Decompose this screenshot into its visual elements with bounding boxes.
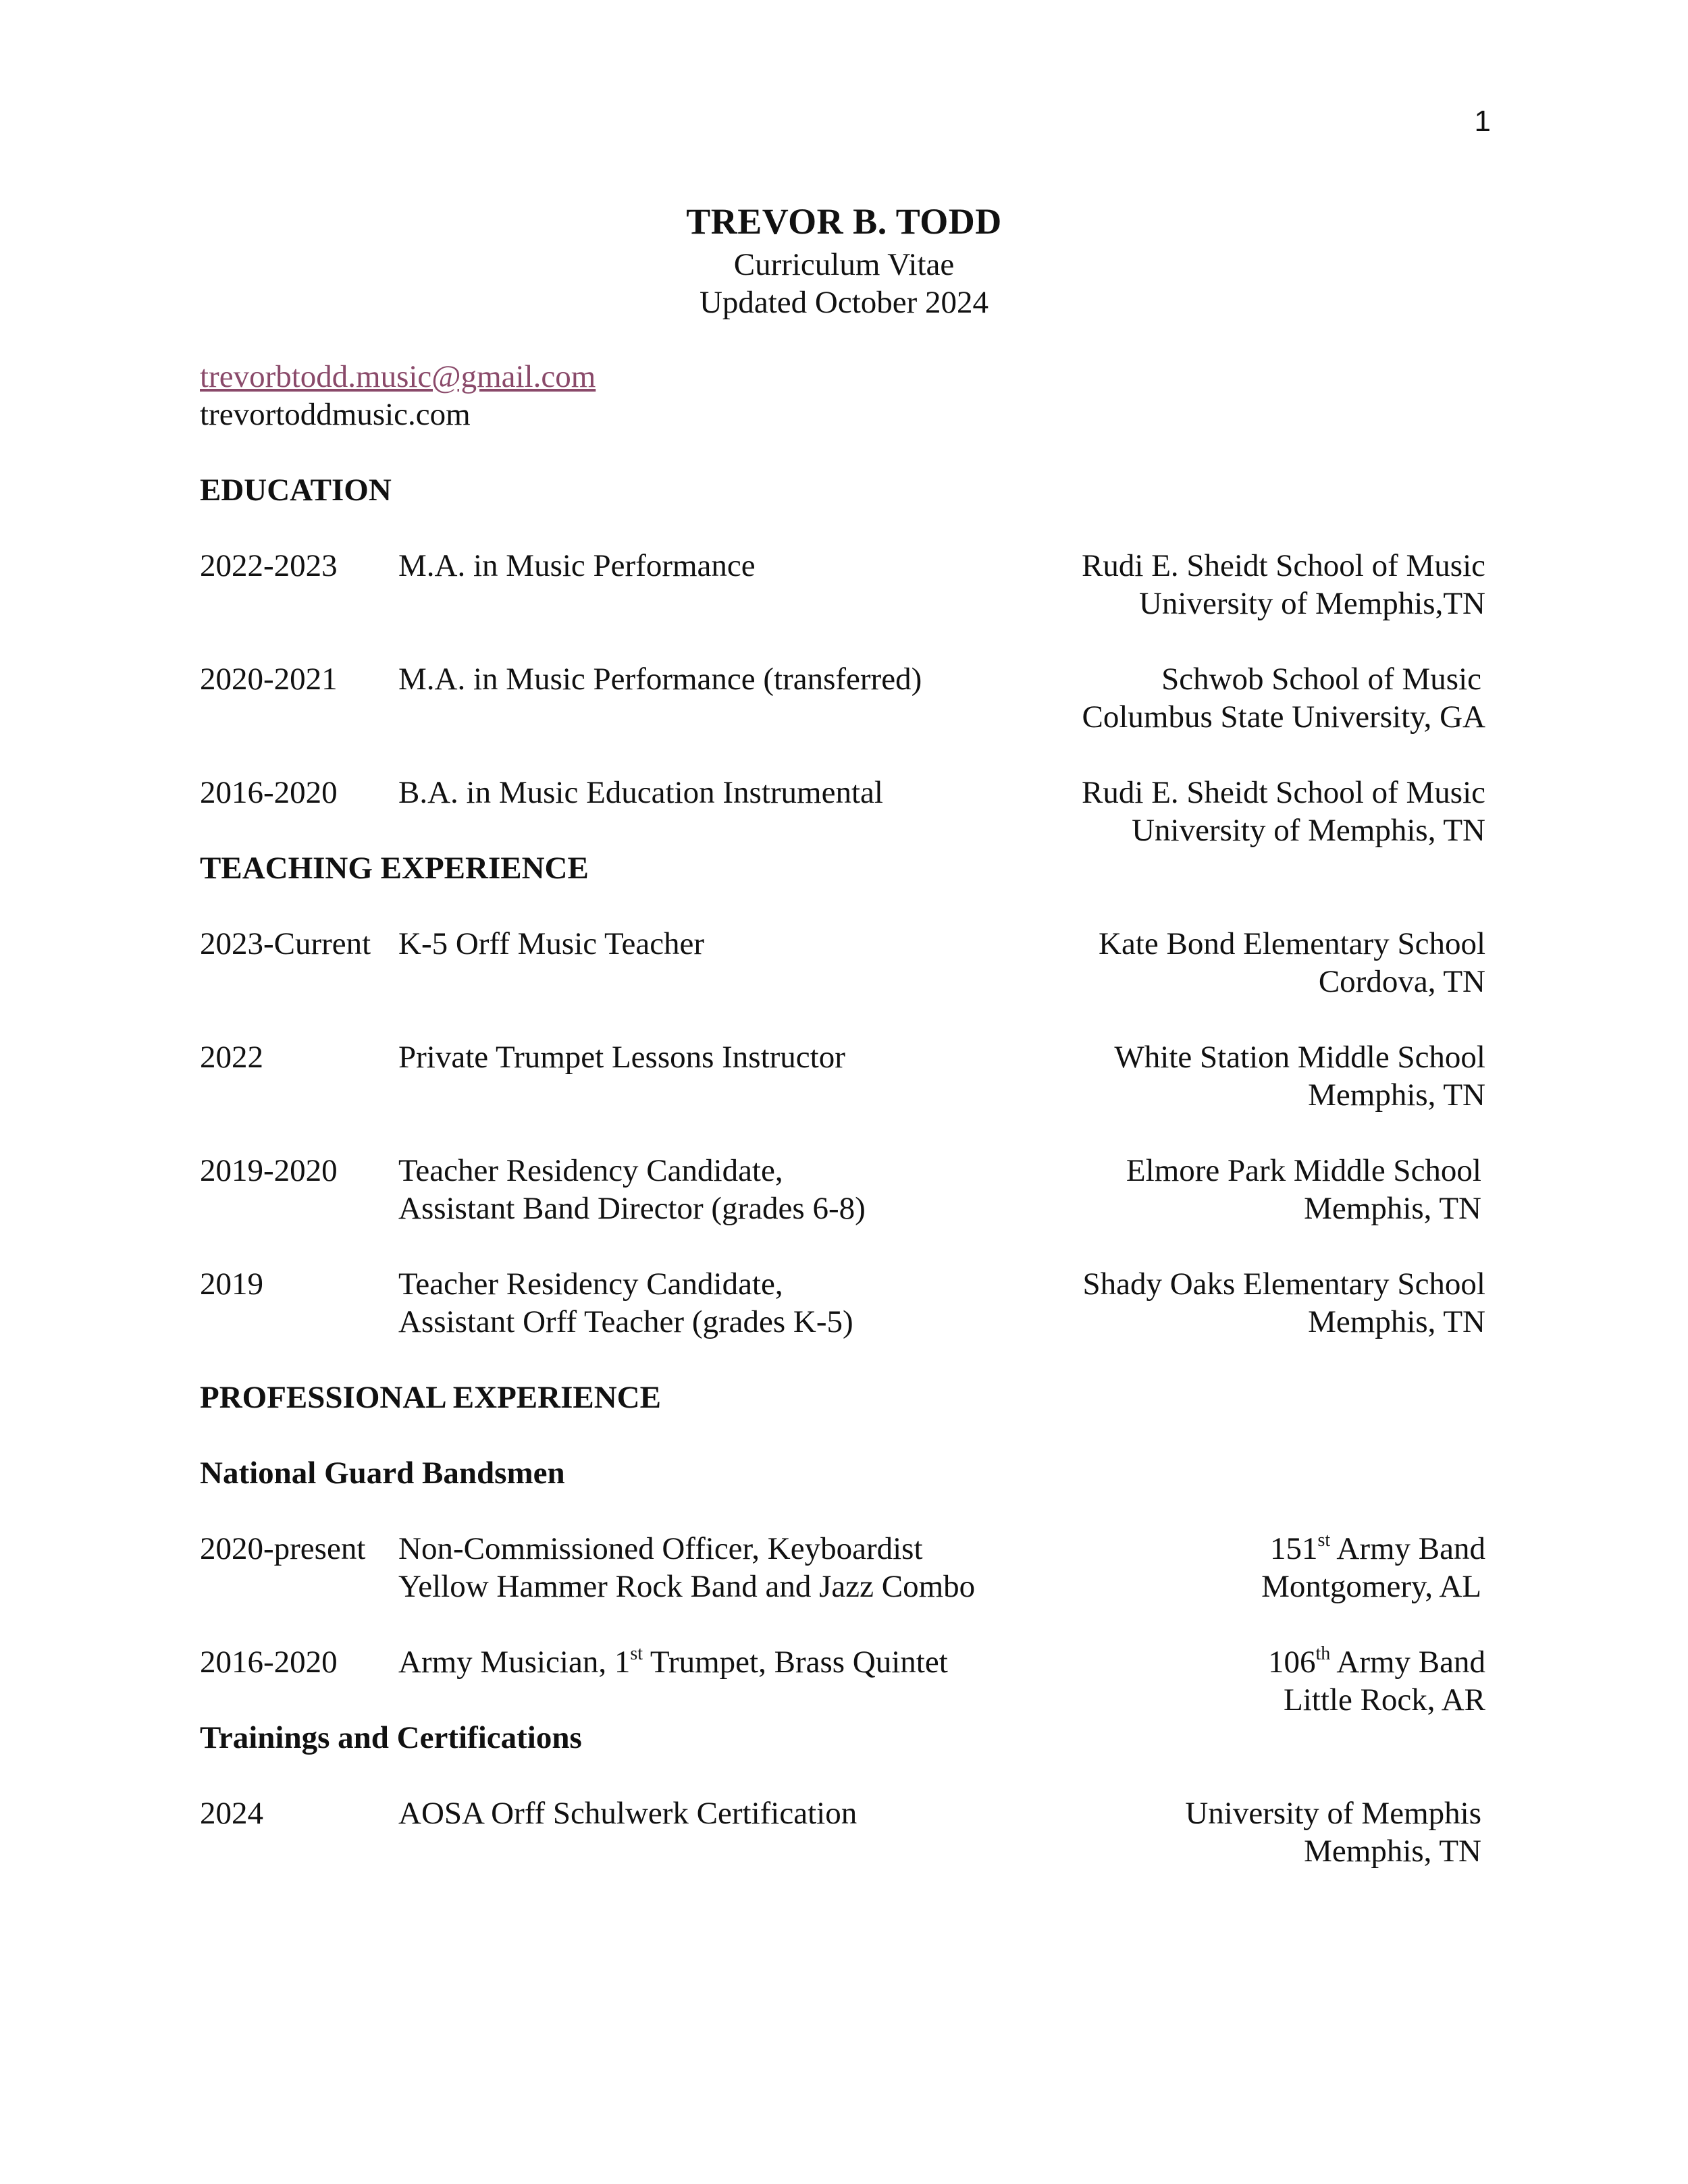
entry-place: Elmore Park Middle School xyxy=(1126,1153,1481,1188)
entry-location: University of Memphis,TN xyxy=(1138,586,1485,621)
trainings-heading: Trainings and Certifications xyxy=(200,1720,582,1755)
unit-name: Army Band xyxy=(1330,1531,1485,1566)
entry-date: 2022 xyxy=(200,1040,263,1075)
entry-location: Memphis, TN xyxy=(1308,1077,1485,1113)
entry-degree: B.A. in Music Education Instrumental xyxy=(398,775,883,810)
role-prefix: Army Musician, 1 xyxy=(398,1645,631,1680)
entry-role: Teacher Residency Candidate, xyxy=(398,1267,783,1302)
entry-date: 2023-Current xyxy=(200,926,371,961)
entry-role xyxy=(398,1643,948,1681)
entry-date: 2020-present xyxy=(200,1531,366,1566)
page-number: 1 xyxy=(1474,105,1491,138)
unit-ordinal: th xyxy=(1315,1643,1331,1665)
entry-location: Columbus State University, GA xyxy=(1082,699,1485,735)
entry-date: 2016-2020 xyxy=(200,775,338,810)
cv-subtitle: Curriculum Vitae xyxy=(733,247,955,282)
entry-role: Private Trumpet Lessons Instructor xyxy=(398,1040,845,1075)
unit-name: Army Band xyxy=(1330,1645,1485,1680)
entry-date: 2016-2020 xyxy=(200,1645,338,1680)
cv-updated-date: Updated October 2024 xyxy=(699,285,989,320)
email-link[interactable]: trevorbtodd.music@gmail.com xyxy=(200,359,596,394)
entry-unit xyxy=(1268,1643,1485,1681)
entry-role-detail: Yellow Hammer Rock Band and Jazz Combo xyxy=(398,1569,976,1604)
entry-location: Little Rock, AR xyxy=(1284,1682,1485,1717)
cv-name: TREVOR B. TODD xyxy=(686,201,1002,242)
entry-title: AOSA Orff Schulwerk Certification xyxy=(398,1796,858,1831)
entry-role: K-5 Orff Music Teacher xyxy=(398,926,705,961)
entry-location: Memphis, TN xyxy=(1304,1834,1481,1869)
teaching-heading: TEACHING EXPERIENCE xyxy=(200,851,589,886)
entry-date: 2022-2023 xyxy=(200,548,338,583)
entry-place: University of Memphis xyxy=(1185,1796,1481,1831)
entry-place: Kate Bond Elementary School xyxy=(1099,926,1485,961)
entry-location: Memphis, TN xyxy=(1304,1191,1481,1226)
entry-role: Teacher Residency Candidate, xyxy=(398,1153,783,1188)
entry-date: 2019-2020 xyxy=(200,1153,338,1188)
unit-number: 151 xyxy=(1270,1531,1318,1566)
entry-degree: M.A. in Music Performance (transferred) xyxy=(398,662,922,697)
entry-date: 2020-2021 xyxy=(200,662,338,697)
unit-ordinal: st xyxy=(1317,1530,1331,1551)
entry-date: 2019 xyxy=(200,1267,263,1302)
entry-role-detail: Assistant Orff Teacher (grades K-5) xyxy=(398,1304,853,1339)
entry-location: Memphis, TN xyxy=(1308,1304,1485,1339)
entry-degree: M.A. in Music Performance xyxy=(398,548,756,583)
entry-school: Rudi E. Sheidt School of Music xyxy=(1082,775,1485,810)
entry-place: Shady Oaks Elementary School xyxy=(1082,1267,1485,1302)
entry-unit xyxy=(1270,1530,1485,1568)
role-suffix: Trumpet, Brass Quintet xyxy=(643,1645,948,1680)
unit-number: 106 xyxy=(1267,1645,1316,1680)
professional-heading: PROFESSIONAL EXPERIENCE xyxy=(200,1380,661,1415)
entry-location: University of Memphis, TN xyxy=(1132,813,1485,848)
entry-place: White Station Middle School xyxy=(1114,1040,1485,1075)
entry-location: Montgomery, AL xyxy=(1261,1569,1481,1604)
national-guard-subheading: National Guard Bandsmen xyxy=(200,1456,565,1491)
education-heading: EDUCATION xyxy=(200,473,392,508)
entry-school: Schwob School of Music xyxy=(1161,662,1481,697)
entry-date: 2024 xyxy=(200,1796,263,1831)
entry-school: Rudi E. Sheidt School of Music xyxy=(1082,548,1485,583)
entry-role-detail: Assistant Band Director (grades 6-8) xyxy=(398,1191,866,1226)
website-text: trevortoddmusic.com xyxy=(200,397,471,432)
role-ordinal: st xyxy=(630,1643,643,1665)
entry-role: Non-Commissioned Officer, Keyboardist xyxy=(398,1531,923,1566)
entry-location: Cordova, TN xyxy=(1318,964,1485,999)
